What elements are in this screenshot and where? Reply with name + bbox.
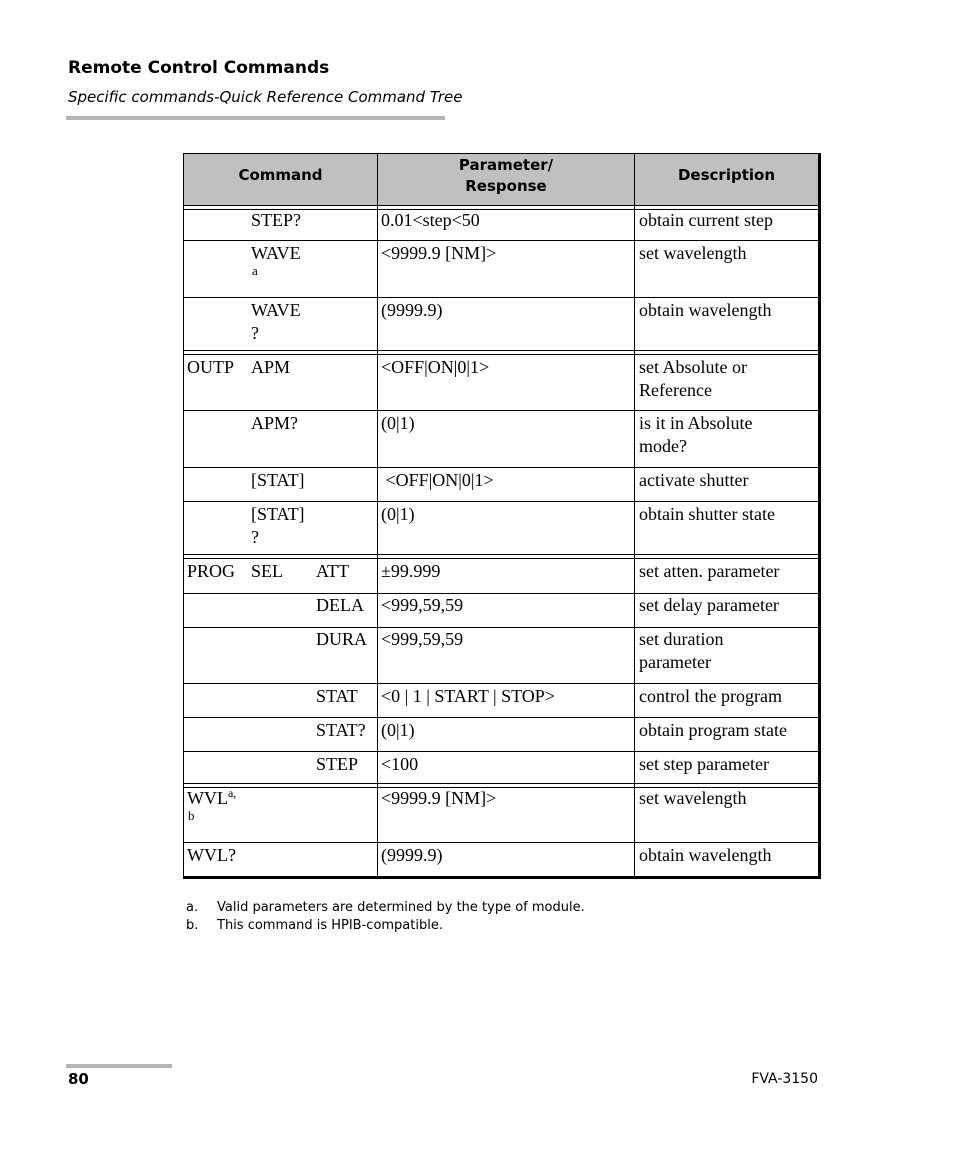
row-4-parameter: (0|1) <box>381 413 415 433</box>
row-3-description: set Absolute or <box>639 357 747 377</box>
row-1-description: set wavelength <box>639 243 747 263</box>
row-4-subcommand: APM? <box>251 413 299 433</box>
row-12-parameter: <100 <box>381 754 419 774</box>
section-title: Remote Control Commands <box>68 58 330 78</box>
row-5-parameter: <OFF|ON|0|1> <box>381 470 494 490</box>
page-number: 80 <box>68 1070 89 1088</box>
row-9-description: set duration <box>639 629 724 649</box>
row-5-subcommand: [STAT] <box>251 470 305 490</box>
row-6-subcommand-suffix: ? <box>251 527 259 547</box>
row-4-description-2: mode? <box>639 436 687 456</box>
row-2-subcommand: WAVE <box>251 300 301 320</box>
row-7-description: set atten. parameter <box>639 561 780 581</box>
row-2-subcommand-suffix: ? <box>251 323 259 343</box>
row-14-command: WVL? <box>187 845 236 865</box>
row-11-leaf: STAT? <box>316 720 366 740</box>
row-13-parameter: <9999.9 [NM]> <box>381 788 497 808</box>
row-14-parameter: (9999.9) <box>381 845 443 865</box>
row-3-command: OUTP <box>187 357 235 377</box>
row-3-description-2: Reference <box>639 380 712 400</box>
command-table <box>183 153 821 879</box>
row-0-description: obtain current step <box>639 210 773 230</box>
row-14-description: obtain wavelength <box>639 845 772 865</box>
row-10-parameter: <0 | 1 | START | STOP> <box>381 686 555 706</box>
row-6-subcommand: [STAT] <box>251 504 305 524</box>
row-5-description: activate shutter <box>639 470 749 490</box>
row-2-description: obtain wavelength <box>639 300 772 320</box>
row-13-description: set wavelength <box>639 788 747 808</box>
footnote-a: a. Valid parameters are determined by the type of module. <box>186 900 585 915</box>
row-1-parameter: <9999.9 [NM]> <box>381 243 497 263</box>
row-8-parameter: <999,59,59 <box>381 595 464 615</box>
footnote-b: b. This command is HPIB-compatible. <box>186 918 443 933</box>
row-13-command: $WVL^{a,}$ <box>187 786 237 808</box>
row-12-leaf: STEP <box>316 754 359 774</box>
row-6-description: obtain shutter state <box>639 504 775 524</box>
row-0-parameter: 0.01<step<50 <box>381 210 480 230</box>
col-header-parameter: Parameter/ Response <box>458 156 554 195</box>
row-11-description: obtain program state <box>639 720 787 740</box>
row-3-parameter: <OFF|ON|0|1> <box>381 357 490 377</box>
row-3-subcommand: APM <box>251 357 291 377</box>
row-0-subcommand: STEP? <box>251 210 302 230</box>
row-9-parameter: <999,59,59 <box>381 629 464 649</box>
row-11-parameter: (0|1) <box>381 720 415 740</box>
header-rule <box>66 116 445 120</box>
row-10-leaf: STAT <box>316 686 358 706</box>
row-9-leaf: DURA <box>316 629 368 649</box>
row-10-description: control the program <box>639 686 782 706</box>
row-1-footnote-ref: a <box>252 263 258 278</box>
row-13-footnote-ref-2: b <box>188 808 195 823</box>
col-header-description: Description <box>677 166 776 184</box>
row-4-description: is it in Absolute <box>639 413 753 433</box>
model-name: FVA-3150 <box>751 1071 818 1087</box>
col-header-command: Command <box>238 166 323 184</box>
row-7-leaf: ATT <box>316 561 349 581</box>
footer-rule <box>66 1064 172 1068</box>
row-9-description-2: parameter <box>639 652 711 672</box>
row-7-parameter: ±99.999 <box>381 561 441 581</box>
section-subtitle: Specific commands-Quick Reference Command Tree <box>68 88 463 106</box>
row-2-parameter: (9999.9) <box>381 300 443 320</box>
row-1-subcommand: WAVE <box>251 243 301 263</box>
row-8-description: set delay parameter <box>639 595 779 615</box>
row-7-subcommand: SEL <box>251 561 284 581</box>
row-12-description: set step parameter <box>639 754 769 774</box>
row-7-command: PROG <box>187 561 236 581</box>
row-13-footnote-ref: a, <box>227 786 237 800</box>
row-6-parameter: (0|1) <box>381 504 415 524</box>
row-8-leaf: DELA <box>316 595 364 615</box>
